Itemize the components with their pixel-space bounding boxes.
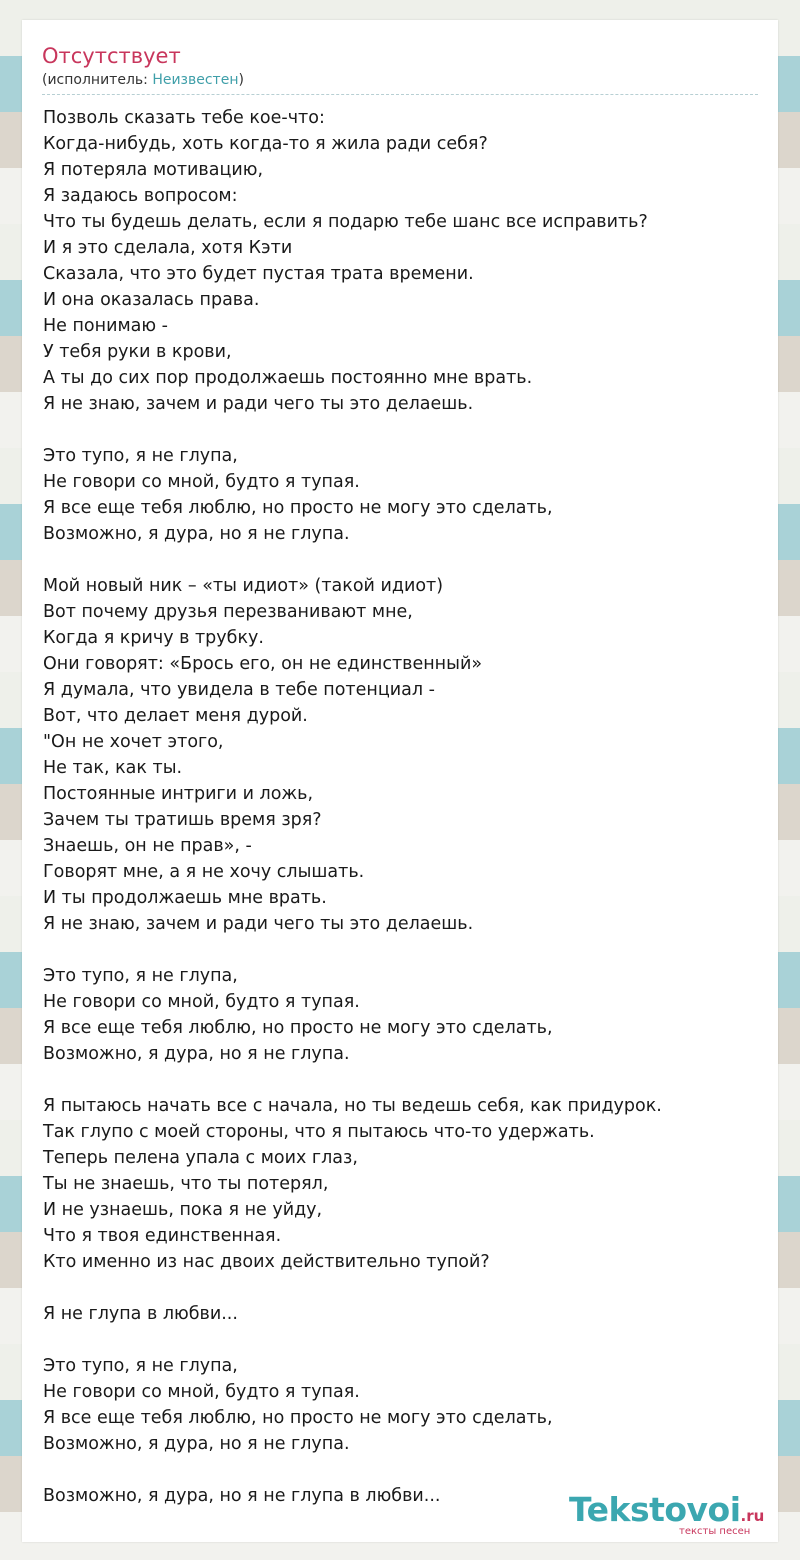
lyrics-line: И она оказалась права. xyxy=(43,290,260,310)
lyrics-line: Я все еще тебя люблю, но просто не могу это сделать, xyxy=(43,1018,553,1038)
lyrics-line: Это тупо, я не глупа, xyxy=(43,1356,238,1376)
lyrics-line: Что ты будешь делать, если я подарю тебе шанс все исправить? xyxy=(43,212,648,232)
lyrics-line: Кто именно из нас двоих действительно тупой? xyxy=(43,1252,490,1272)
lyrics-stanza xyxy=(43,105,763,417)
lyrics-line: Ты не знаешь, что ты потерял, xyxy=(43,1174,329,1194)
lyrics-line: Они говорят: «Брось его, он не единственный» xyxy=(43,654,483,674)
lyrics-line: "Он не хочет этого, xyxy=(43,732,224,752)
lyrics-stanza xyxy=(43,443,763,547)
lyrics-line: У тебя руки в крови, xyxy=(43,342,232,362)
lyrics-line: Мой новый ник – «ты идиот» (такой идиот) xyxy=(43,576,444,596)
lyrics-line: Когда я кричу в трубку. xyxy=(43,628,264,648)
lyrics-line: Я не знаю, зачем и ради чего ты это делаешь. xyxy=(43,914,474,934)
logo-main-text: Tekstovoi xyxy=(569,1490,741,1529)
lyrics-stanza xyxy=(43,1301,763,1327)
lyrics-stanza xyxy=(43,1353,763,1457)
lyrics-line: Теперь пелена упала с моих глаз, xyxy=(43,1148,358,1168)
logo-tagline: тексты песен xyxy=(679,1526,751,1537)
lyrics-line: Не понимаю - xyxy=(43,316,168,336)
lyrics-line: Постоянные интриги и ложь, xyxy=(43,784,314,804)
site-logo[interactable] xyxy=(569,1490,778,1540)
lyrics-line: Я потеряла мотивацию, xyxy=(43,160,264,180)
lyrics-line: Знаешь, он не прав», - xyxy=(43,836,252,856)
lyrics-line: Я пытаюсь начать все с начала, но ты ведешь себя, как придурок. xyxy=(43,1096,662,1116)
song-header xyxy=(42,42,758,95)
lyrics-stanza xyxy=(43,1093,763,1275)
lyrics-line: Вот, что делает меня дурой. xyxy=(43,706,308,726)
lyrics-line: Не говори со мной, будто я тупая. xyxy=(43,992,360,1012)
lyrics-line: Возможно, я дура, но я не глупа в любви... xyxy=(43,1486,441,1506)
lyrics-line: Сказала, что это будет пустая трата времени. xyxy=(43,264,474,284)
lyrics-line: Я не глупа в любви... xyxy=(43,1304,238,1324)
lyrics-stanza xyxy=(43,573,763,937)
artist-link[interactable]: Неизвестен xyxy=(152,72,239,88)
artist-line xyxy=(42,70,758,90)
lyrics-line: Возможно, я дура, но я не глупа. xyxy=(43,524,350,544)
lyrics-line: Возможно, я дура, но я не глупа. xyxy=(43,1044,350,1064)
artist-suffix: ) xyxy=(238,72,244,88)
lyrics-line: Зачем ты тратишь время зря? xyxy=(43,810,322,830)
lyrics-line: Это тупо, я не глупа, xyxy=(43,446,238,466)
lyrics-line: Я думала, что увидела в тебе потенциал - xyxy=(43,680,435,700)
lyrics-line: Не так, как ты. xyxy=(43,758,183,778)
lyrics-line: Я задаюсь вопросом: xyxy=(43,186,238,206)
lyrics-line: Что я твоя единственная. xyxy=(43,1226,282,1246)
lyrics-line: А ты до сих пор продолжаешь постоянно мне врать. xyxy=(43,368,533,388)
lyrics-line: Не говори со мной, будто я тупая. xyxy=(43,472,360,492)
lyrics-line: Когда-нибудь, хоть когда-то я жила ради себя? xyxy=(43,134,488,154)
lyrics-line: Возможно, я дура, но я не глупа. xyxy=(43,1434,350,1454)
lyrics-line: Вот почему друзья перезванивают мне, xyxy=(43,602,413,622)
lyrics-card xyxy=(22,20,778,1542)
lyrics-line: И я это сделала, хотя Кэти xyxy=(43,238,293,258)
lyrics-stanza xyxy=(43,963,763,1067)
lyrics-line: Я не знаю, зачем и ради чего ты это делаешь. xyxy=(43,394,474,414)
lyrics-line: Это тупо, я не глупа, xyxy=(43,966,238,986)
lyrics-line: Так глупо с моей стороны, что я пытаюсь что-то удержать. xyxy=(43,1122,595,1142)
lyrics-line: Позволь сказать тебе кое-что: xyxy=(43,108,325,128)
lyrics-line: И не узнаешь, пока я не уйду, xyxy=(43,1200,323,1220)
artist-prefix: (исполнитель: xyxy=(42,72,153,88)
lyrics-line: Говорят мне, а я не хочу слышать. xyxy=(43,862,365,882)
lyrics-line: Не говори со мной, будто я тупая. xyxy=(43,1382,360,1402)
logo-tld: .ru xyxy=(740,1507,765,1525)
lyrics-line: Я все еще тебя люблю, но просто не могу это сделать, xyxy=(43,1408,553,1428)
lyrics-line: Я все еще тебя люблю, но просто не могу это сделать, xyxy=(43,498,553,518)
song-title: Отсутствует xyxy=(42,44,181,68)
lyrics-line: И ты продолжаешь мне врать. xyxy=(43,888,327,908)
lyrics-body xyxy=(43,105,763,1535)
